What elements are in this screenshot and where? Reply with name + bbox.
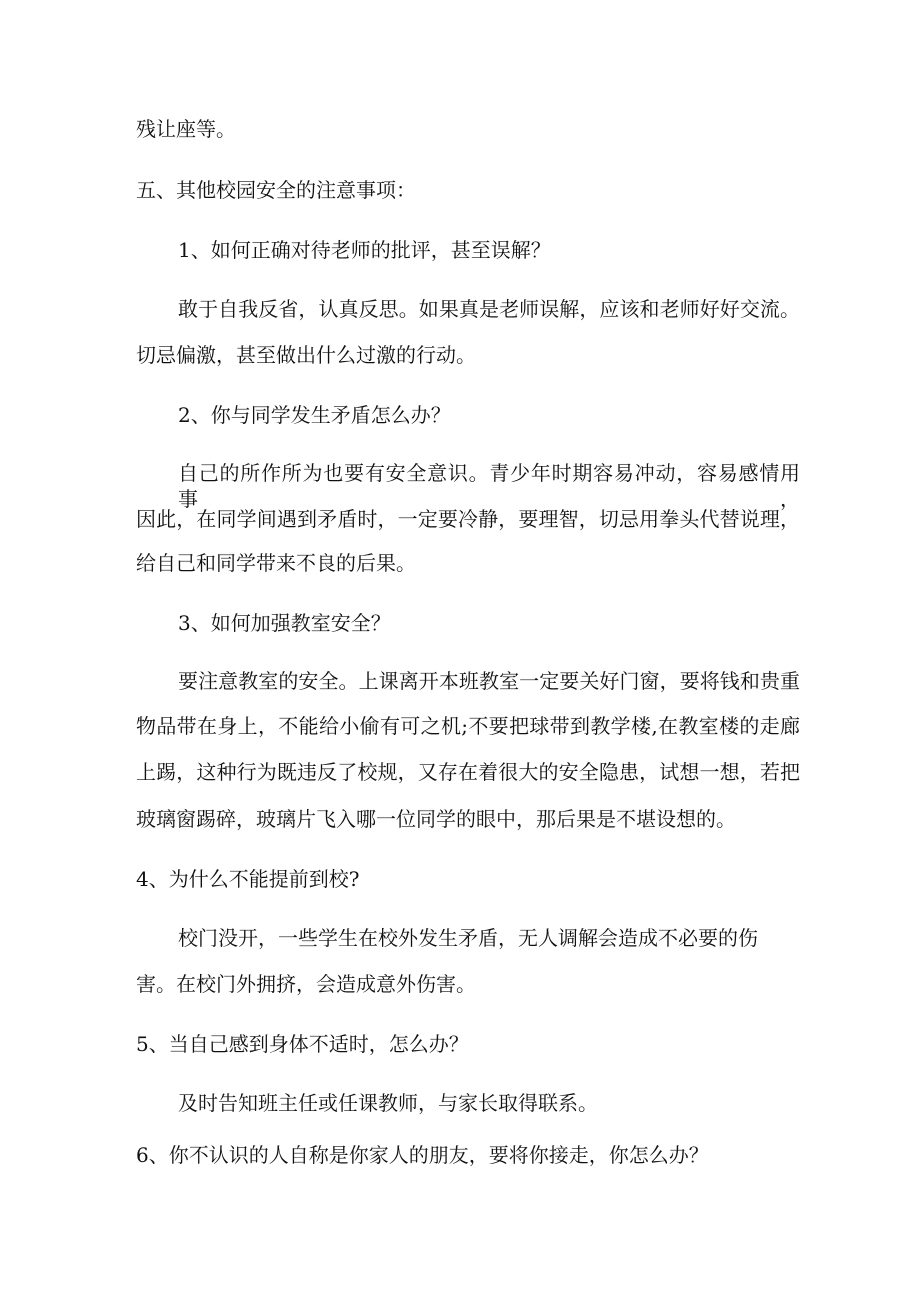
answer-1-line-2: 切忌偏激，甚至做出什么过激的行动。 (136, 343, 476, 367)
answer-3-line-1: 要注意教室的安全。上课离开本班教室一定要关好门窗，要将钱和贵重 (178, 669, 800, 693)
answer-4-line-1: 校门没开，一些学生在校外发生矛盾，无人调解会造成不必要的伤 (178, 926, 758, 950)
answer-2-line-2: 因此，在同学间遇到矛盾时，一定要冷静，要理智，切忌用拳头代替说理， (136, 507, 800, 531)
question-6: 6、你不认识的人自称是你家人的朋友，要将你接走，你怎么办？ (136, 1143, 709, 1167)
text-line-continuation: 残让座等。 (136, 117, 236, 141)
answer-3-line-3: 上踢，这种行为既违反了校规，又存在着很大的安全隐患，试想一想，若把 (136, 760, 800, 784)
answer-2-line-1: 自己的所作所为也要有安全意识。青少年时期容易冲动，容易感情用事， (178, 461, 800, 511)
answer-5-line-1: 及时告知班主任或任课教师，与家长取得联系。 (178, 1091, 598, 1115)
question-4: 4、为什么不能提前到校? (136, 867, 360, 891)
answer-2-line-3: 给自己和同学带来不良的后果。 (136, 551, 416, 575)
question-5: 5、当自己感到身体不适时，怎么办？ (136, 1032, 469, 1056)
question-1: 1、如何正确对待老师的批评，甚至误解？ (178, 238, 551, 262)
answer-3-line-2: 物品带在身上，不能给小偷有可之机;不要把球带到教学楼,在教室楼的走廊 (136, 714, 800, 738)
answer-1-line-1: 敢于自我反省，认真反思。如果真是老师误解，应该和老师好好交流。 (178, 297, 800, 321)
question-3: 3、如何加强教室安全？ (178, 611, 391, 635)
section-heading-5: 五、其他校园安全的注意事项： (136, 178, 416, 202)
answer-4-line-2: 害。在校门外拥挤，会造成意外伤害。 (136, 972, 476, 996)
answer-3-line-4: 玻璃窗踢碎，玻璃片飞入哪一位同学的眼中，那后果是不堪设想的。 (136, 807, 736, 831)
question-2: 2、你与同学发生矛盾怎么办？ (178, 403, 451, 427)
